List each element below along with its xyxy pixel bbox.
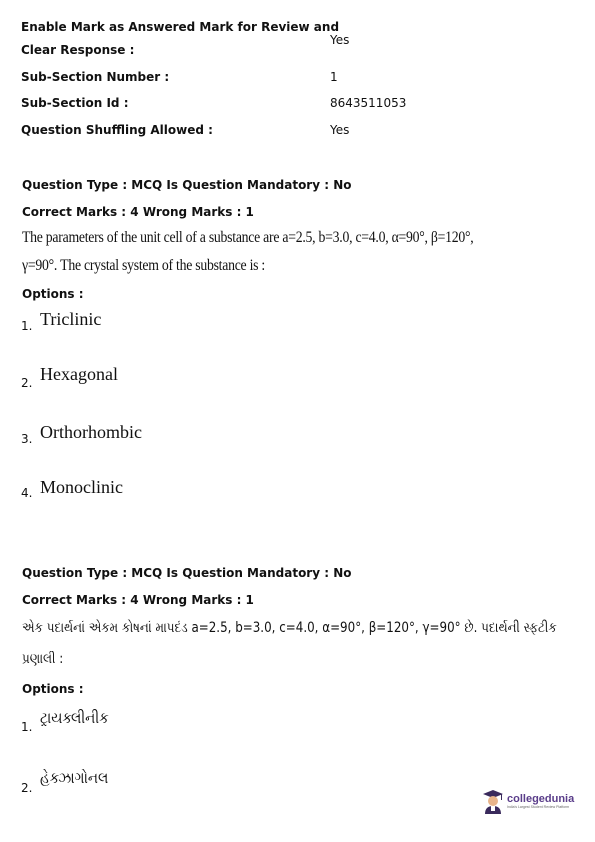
q2-type-line: Question Type : MCQ Is Question Mandatory : No — [22, 566, 352, 580]
q1-option-3-number: 3. — [21, 432, 33, 446]
q1-text-line1: The parameters of the unit cell of a substance are a=2.5, b=3.0, c=4.0, α=90°, β=120°, — [22, 229, 474, 246]
q1-option-4-text[interactable]: Monoclinic — [40, 477, 123, 497]
q1-option-2-number: 2. — [21, 376, 33, 390]
q1-option-2-text[interactable]: Hexagonal — [40, 364, 118, 384]
q2-option-2-text[interactable]: હેક્ઝાગોનલ — [40, 768, 109, 787]
q1-option-1-text[interactable]: Triclinic — [40, 309, 102, 329]
q1-option-1-number: 1. — [21, 319, 33, 333]
logo-name: collegedunia — [507, 793, 575, 805]
q2-option-1-number: 1. — [21, 720, 33, 734]
q1-text-line2: γ=90°. The crystal system of the substance is : — [22, 257, 266, 274]
setting-mark-review-value: Yes — [330, 33, 350, 47]
q1-option-3-text[interactable]: Orthorhombic — [40, 422, 142, 442]
setting-subsection-id-value: 8643511053 — [330, 96, 407, 110]
setting-mark-review-label-2: Clear Response : — [21, 43, 135, 57]
q2-option-1-text[interactable]: ટ્રાયક્લીનીક — [40, 708, 109, 727]
q2-option-2-number: 2. — [21, 781, 33, 795]
setting-subsection-id-label: Sub-Section Id : — [21, 96, 129, 110]
setting-subsection-number-value: 1 — [330, 70, 338, 84]
logo-tagline: India's Largest Student Review Platform — [507, 805, 570, 809]
setting-mark-review-label-1: Enable Mark as Answered Mark for Review and — [21, 20, 340, 34]
q2-text-line2: પ્રણાલી : — [22, 651, 64, 667]
setting-subsection-number-label: Sub-Section Number : — [21, 70, 170, 84]
q1-options-label: Options : — [22, 287, 84, 301]
q2-text-line1: એક પદાર્થનાં એકમ કોષનાં માપદંડ a=2.5, b=3.0, c=4.0, α=90°, β=120°, γ=90° છે. પદાર્થની સ્ફટીક — [22, 620, 557, 636]
q2-marks-line: Correct Marks : 4 Wrong Marks : 1 — [22, 593, 254, 607]
q1-marks-line: Correct Marks : 4 Wrong Marks : 1 — [22, 205, 254, 219]
collegedunia-logo — [482, 788, 574, 814]
graduate-icon — [482, 788, 504, 814]
setting-shuffling-label: Question Shuffling Allowed : — [21, 123, 213, 137]
setting-shuffling-value: Yes — [330, 123, 350, 137]
q1-option-4-number: 4. — [21, 486, 33, 500]
q2-options-label: Options : — [22, 682, 84, 696]
q1-type-line: Question Type : MCQ Is Question Mandatory : No — [22, 178, 352, 192]
